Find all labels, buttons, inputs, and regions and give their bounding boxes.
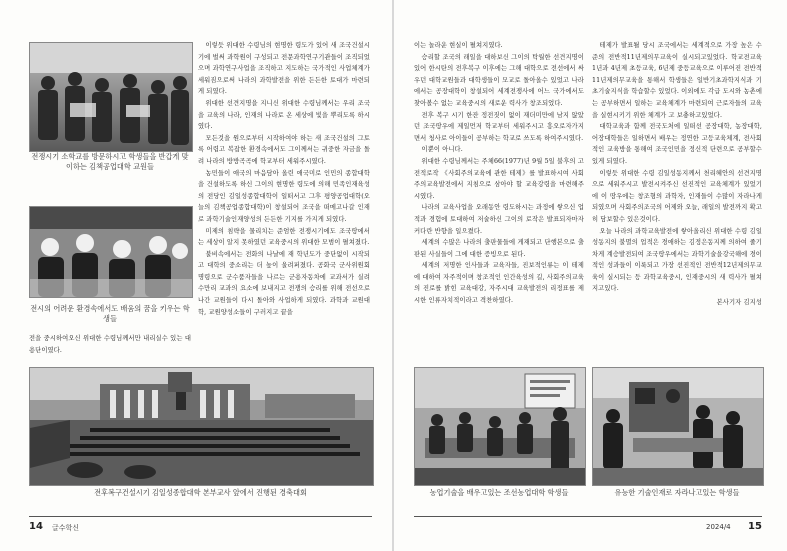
issue-label: 2024/4 — [706, 523, 731, 531]
right-page — [394, 0, 787, 551]
page-number: 14 — [29, 521, 43, 532]
photo-agriculture-students — [414, 367, 586, 486]
photo-caption: 전시의 어려운 환경속에서도 배움의 꿈을 키우는 학생들 — [30, 304, 190, 323]
paragraph: 이렇듯 위대한 수령 김일성동지께서 천리혜안의 선견지명으로 세워주시고 발전시켜주신 선진적인 교육체계가 있었기에 이 땅우에는 창조형의 과학자, 인재들이 수많이 자라나게 되였으며 사회주의조국의 어제와 오늘, 래일의 발전까지 확고히 담보할수 있은것이다. — [592, 169, 762, 223]
photo-university-ceremony — [29, 367, 374, 486]
paragraph: 이는 놀라운 현실이 펼쳐지였다. — [414, 42, 503, 49]
text-column-3 — [414, 40, 584, 307]
paragraph: 대학교육과 함께 전국도처에 일떠선 공장대학, 농장대학, 어장대학들은 일하면서 배우는 정연한 고등교육체계, 전사회적인 교육방을 통해여 조국인민을 정신적 단련으로 공부할수 있게 되였다. — [592, 123, 762, 165]
photo-caption: 농업기술을 배우고있는 조선농업대학 학생들 — [429, 488, 569, 497]
paragraph: 미제의 침략을 물리치는 준엄한 전쟁시기에도 조국땅에서는 세상이 알지 못하였던 교육중시의 위대한 모범이 펼쳐졌다. — [198, 227, 370, 247]
left-page — [0, 0, 393, 551]
photo-teachers-visit — [29, 42, 193, 152]
publication-name: 글수학신 — [52, 524, 80, 532]
text-column-2 — [198, 40, 370, 318]
paragraph: 위대한 선견지명을 지니신 위대한 수령님께서는 우리 조국을 교육의 나라, 인재의 나라로 온 세상에 빛을 뿌리도록 하시였다. — [198, 99, 370, 131]
paragraph: 모든것을 원으로부터 시작하여야 하는 새 조국건설의 그토록 어렵고 복잡한 환경속에서도 그이께서는 귀중한 자금을 돌려 나라의 방방곡곡에 학교부터 세워주시였다. — [198, 134, 370, 165]
paragraph: 승리할 조국의 래일을 대하보신 그이의 탁월한 선견지명이 있어 한시탄의 전후복구 이후에는 그해 대학으로 전선에서 싸우던 대학교원들과 대학생들이 모교로 돌아올수 있었고 나라에서는 공장대학이 창설되어 세계전쟁사에 어느 국가에서도 찾아볼수 없는 교육중시의 새로운 력사가 창조되었다. — [414, 53, 584, 107]
paragraph: 테제가 발표될 당시 조국에서는 세계적으로 가장 높은 수준의 전반적11년제의무교육이 실시되고있었다. 학교전교육 1년과 4년제 초등교육, 6년제 중등교육으로 이루어진 전반적11년제의무교육을 통해서 학생들은 일반기초과학지식과 기초기술지식을 학습할수 있었다. 이외에도 각급 도시와 농촌에는 공부하면서 일하는 교육체계가 마련되여 근로자들의 교육을 실현시키기 위한 체계가 고 보충하고있었다. — [592, 42, 762, 119]
paragraph: 세계의 수많은 나라의 출판물들에 게재되고 단행본으로 출판된 사실들이 그에 대한 증빙으로 된다. — [414, 239, 584, 258]
paragraph: 세계의 저명한 인사들과 교육자들, 진보적인류는 이 테제에 대하여 자주적이며 창조적인 인간육성의 길, 사회주의교육의 진로를 밝힌 교육대강, 자주시대 교육발전의 리정표를 제시한 인류자치적이라고 격찬하였다. — [414, 262, 584, 305]
paragraph: 전후 복구 시기 한잔 정전짓이 없이 재더미만에 남지 않았던 조국땅우에 제일먼저 학교부터 세워주시고 흥오로자가지면서 청사로 아이들이 공부하는 학교로 쓰도록 하여주시였다. — [414, 111, 584, 142]
paragraph: 전을 중시하여오신 위대한 수령님께서만 내리실수 있는 대용단이였다. — [29, 335, 191, 354]
paragraph: 나라의 교육사업을 오래동안 령도하시는 과정에 쌓으신 업적과 경험에 토대하여 저술하신 그이의 로작은 발표되자마자 커다란 반향을 일으켰다. — [414, 204, 584, 235]
paragraph: 농민들이 애국의 마음담아 올린 애국미로 인민의 종합대학을 건설하도록 하신 그이의 현명한 령도에 의해 민족인재육성의 전당인 김일성종합대학이 일떠서고 그후 평양공업대학(오늘의 김책공업종합대학)이 창설되어 조국을 떠메고나갈 인재로 과학기술인재양성의 든든한 기지를 가지게 되였다. — [198, 169, 370, 223]
paragraph: 위대한 수령님께서는 주체66(1977)년 9월 5일 불후의 고전적로작 《사회주의교육에 관한 테제》를 발표하시여 사회주의교육발전에서 지침으로 삼아야 할 교육강령을 마련해주시였다. — [414, 157, 584, 200]
author-byline: 본사기자 김지성 — [716, 299, 762, 307]
photo-technical-students — [592, 367, 764, 486]
paragraph: 불비속에서는 전화의 나날에 재 학년도가 중단없이 시작되고 대학의 중소리는 더 높이 울려퍼졌다. 공화국 군사위원회 명령으로 군수품자들을 나르는 군용자동차에 교과서가 실려 수만리 교과의 요소에 보내지고 전쟁의 승리를 위해 전선으로 나간 교원들이 다시 돌아와 사업하게 되였다. 과학과 교원대학, 교원양성소들이 구러지고 끝을 — [198, 250, 370, 316]
paragraph: 이렇듯 위대한 수령님의 현명한 령도가 있어 새 조국건설시기에 벌써 과학원이 구성되고 전문과학연구기관들이 조직되었으며 과학연구사업을 조직하고 지도하는 국가적인 사업체계가 세워짐으로써 나라의 과학발전을 위한 든든한 토대가 마련되게 되였다. — [198, 42, 370, 96]
photo-students-wartime — [29, 206, 193, 298]
footer-divider — [414, 516, 762, 517]
paragraph: 오늘 나라의 과학교육발전에 쌓아올리신 위대한 수령 김일성동지의 불멸의 업적은 경애하는 김정은동지께 의하여 줄기차게 계승발전되여 조국땅우에서는 과학기술을강국해에 경이적인 성과들이 이룩되고 가장 선진적인 전반적12년제의무교육이 실시되는 등 과학교육중시, 인재중시의 새 력사가 펼쳐지고있다. — [592, 227, 762, 293]
paragraph: 이뿐이 아니다. — [421, 146, 463, 154]
text-column-1 — [29, 333, 191, 356]
text-column-4 — [592, 40, 762, 309]
footer-divider — [29, 516, 372, 517]
photo-caption: 전쟁시기 소학교를 방문하시고 학생들을 반갑게 맞이하는 김책공업대학 교원들 — [31, 152, 189, 171]
photo-caption: 전후복구건설시기 김일성종합대학 본부교사 앞에서 진행된 경축대회 — [94, 488, 307, 497]
page-number: 15 — [748, 521, 762, 532]
photo-caption: 유능한 기술인재로 자라나고있는 학생들 — [614, 488, 740, 497]
